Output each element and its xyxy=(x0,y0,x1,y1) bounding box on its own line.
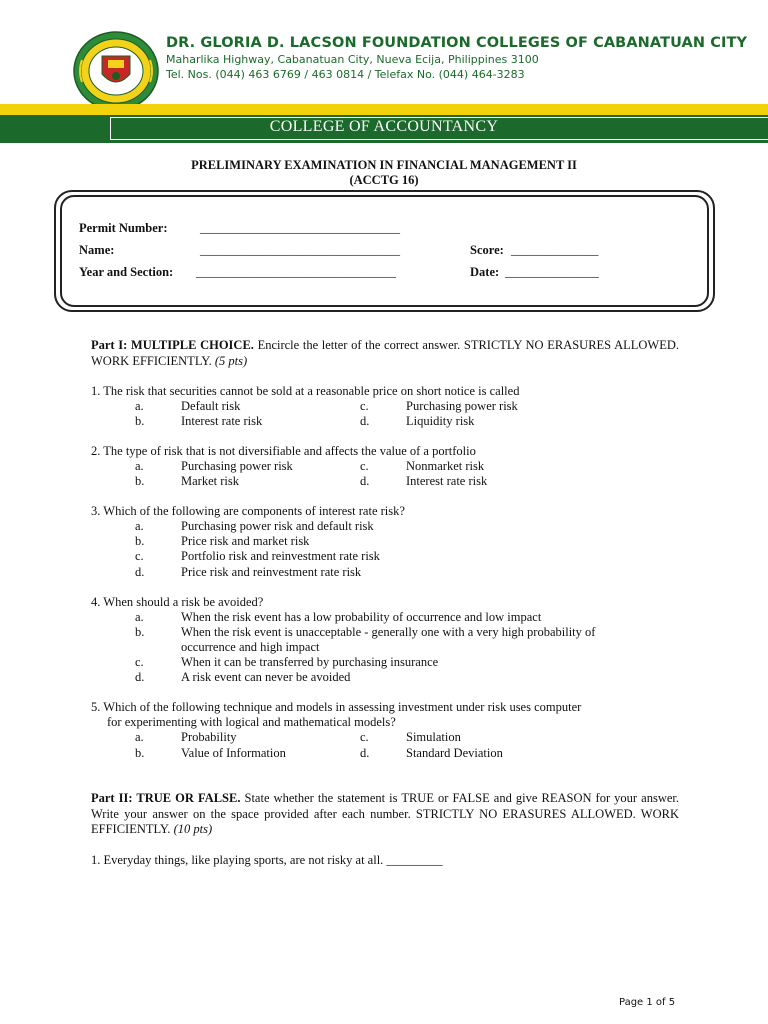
question-1: 1. The risk that securities cannot be sold at a reasonable price on short notice is called xyxy=(91,384,520,398)
q2-letter-a: a. xyxy=(135,459,144,473)
q4-letter-c: c. xyxy=(135,655,144,669)
q3-letter-b: b. xyxy=(135,534,145,548)
question-2: 2. The type of risk that is not diversifiable and affects the value of a portfolio xyxy=(91,444,476,458)
q1-letter-c: c. xyxy=(360,399,369,413)
q1-choice-d[interactable]: Liquidity risk xyxy=(406,414,475,428)
part2-instructions xyxy=(91,791,679,838)
true-false-item-1[interactable]: 1. Everyday things, like playing sports, are not risky at all. _________ xyxy=(91,853,443,867)
college-seal-logo xyxy=(72,30,160,112)
q1-choice-a[interactable]: Default risk xyxy=(181,399,241,413)
part2-heading: Part II: TRUE OR FALSE. xyxy=(91,791,241,805)
q2-choice-b[interactable]: Market risk xyxy=(181,474,239,488)
q2-choice-d[interactable]: Interest rate risk xyxy=(406,474,488,488)
college-name: COLLEGE OF ACCOUNTANCY xyxy=(269,118,499,135)
q2-choice-a[interactable]: Purchasing power risk xyxy=(181,459,293,473)
q5-choice-b[interactable]: Value of Information xyxy=(181,746,286,760)
question-5: 5. Which of the following technique and models in assessing investment under risk uses computer xyxy=(91,700,582,714)
question-5-cont: for experimenting with logical and mathematical models? xyxy=(107,715,396,729)
q5-letter-b: b. xyxy=(135,746,145,760)
q3-choice-b[interactable]: Price risk and market risk xyxy=(181,534,310,548)
q3-letter-a: a. xyxy=(135,519,144,533)
q4-letter-a: a. xyxy=(135,610,144,624)
q1-choice-c[interactable]: Purchasing power risk xyxy=(406,399,518,413)
q5-choice-a[interactable]: Probability xyxy=(181,730,237,744)
q3-choice-c[interactable]: Portfolio risk and reinvestment rate risk xyxy=(181,549,380,563)
question-3: 3. Which of the following are components of interest rate risk? xyxy=(91,504,405,518)
part2-instruction-text: State whether the statement is TRUE or FALSE and give REASON for your answer. Write your answer on the space provided after each number. STRICTLY NO ERASURES ALLOWED. WORK EFFICIENTLY. xyxy=(91,791,679,836)
q5-choice-d[interactable]: Standard Deviation xyxy=(406,746,503,760)
q2-choice-c[interactable]: Nonmarket risk xyxy=(406,459,485,473)
q1-letter-d: d. xyxy=(360,414,370,428)
institution-name: DR. GLORIA D. LACSON FOUNDATION COLLEGES OF CABANATUAN CITY xyxy=(166,35,748,51)
q3-choice-a[interactable]: Purchasing power risk and default risk xyxy=(181,519,374,533)
score-field[interactable] xyxy=(470,243,504,258)
part1-instructions xyxy=(91,338,679,369)
q4-letter-b: b. xyxy=(135,625,145,639)
date-label: Date: xyxy=(470,265,500,279)
date-blank[interactable]: _______________ xyxy=(505,265,599,279)
q5-choice-c[interactable]: Simulation xyxy=(406,730,461,744)
institution-contact: Tel. Nos. (044) 463 6769 / 463 0814 / Telefax No. (044) 464-3283 xyxy=(166,68,525,81)
q5-letter-a: a. xyxy=(135,730,144,744)
question-4: 4. When should a risk be avoided? xyxy=(91,595,264,609)
q1-letter-a: a. xyxy=(135,399,144,413)
q1-choice-b[interactable]: Interest rate risk xyxy=(181,414,263,428)
q3-letter-d: d. xyxy=(135,565,145,579)
institution-address: Maharlika Highway, Cabanatuan City, Nueva Ecija, Philippines 3100 xyxy=(166,53,539,66)
q3-letter-c: c. xyxy=(135,549,144,563)
year-section-label: Year and Section: xyxy=(79,265,174,279)
q4-choice-c[interactable]: When it can be transferred by purchasing insurance xyxy=(181,655,439,669)
q4-choice-d[interactable]: A risk event can never be avoided xyxy=(181,670,351,684)
permit-number-label: Permit Number: xyxy=(79,221,168,235)
score-label: Score: xyxy=(470,243,504,257)
date-field[interactable] xyxy=(470,265,499,280)
page-number: Page 1 of 5 xyxy=(619,997,676,1008)
part1-points: (5 pts) xyxy=(214,353,248,368)
q4-letter-d: d. xyxy=(135,670,145,684)
q2-letter-c: c. xyxy=(360,459,369,473)
year-section-field[interactable] xyxy=(79,265,173,280)
header-yellow-band xyxy=(0,104,768,115)
q5-letter-c: c. xyxy=(360,730,369,744)
q5-letter-d: d. xyxy=(360,746,370,760)
q1-letter-b: b. xyxy=(135,414,145,428)
part2-points: (10 pts) xyxy=(173,822,213,836)
name-blank[interactable]: ________________________________ xyxy=(200,243,400,257)
q2-letter-b: b. xyxy=(135,474,145,488)
part1-heading: Part I: MULTIPLE CHOICE. xyxy=(91,338,254,352)
permit-number-blank[interactable]: ________________________________ xyxy=(200,221,400,235)
q3-choice-d[interactable]: Price risk and reinvestment rate risk xyxy=(181,565,362,579)
q2-letter-d: d. xyxy=(360,474,370,488)
exam-title: PRELIMINARY EXAMINATION IN FINANCIAL MANAGEMENT II xyxy=(191,158,577,172)
name-field[interactable] xyxy=(79,243,114,258)
name-label: Name: xyxy=(79,243,115,257)
exam-code: (ACCTG 16) xyxy=(349,173,419,187)
part1-instruction-text: Encircle the letter of the correct answer. STRICTLY NO ERASURES ALLOWED. WORK EFFICIENTLY. xyxy=(91,338,679,368)
q4-choice-b[interactable]: When the risk event is unacceptable - generally one with a very high probability of xyxy=(181,625,596,639)
permit-number-field[interactable] xyxy=(79,221,168,236)
q4-choice-b-cont: occurrence and high impact xyxy=(181,640,320,654)
score-blank[interactable]: ______________ xyxy=(511,243,599,257)
year-section-blank[interactable]: ________________________________ xyxy=(196,265,396,279)
q4-choice-a[interactable]: When the risk event has a low probability of occurrence and low impact xyxy=(181,610,542,624)
